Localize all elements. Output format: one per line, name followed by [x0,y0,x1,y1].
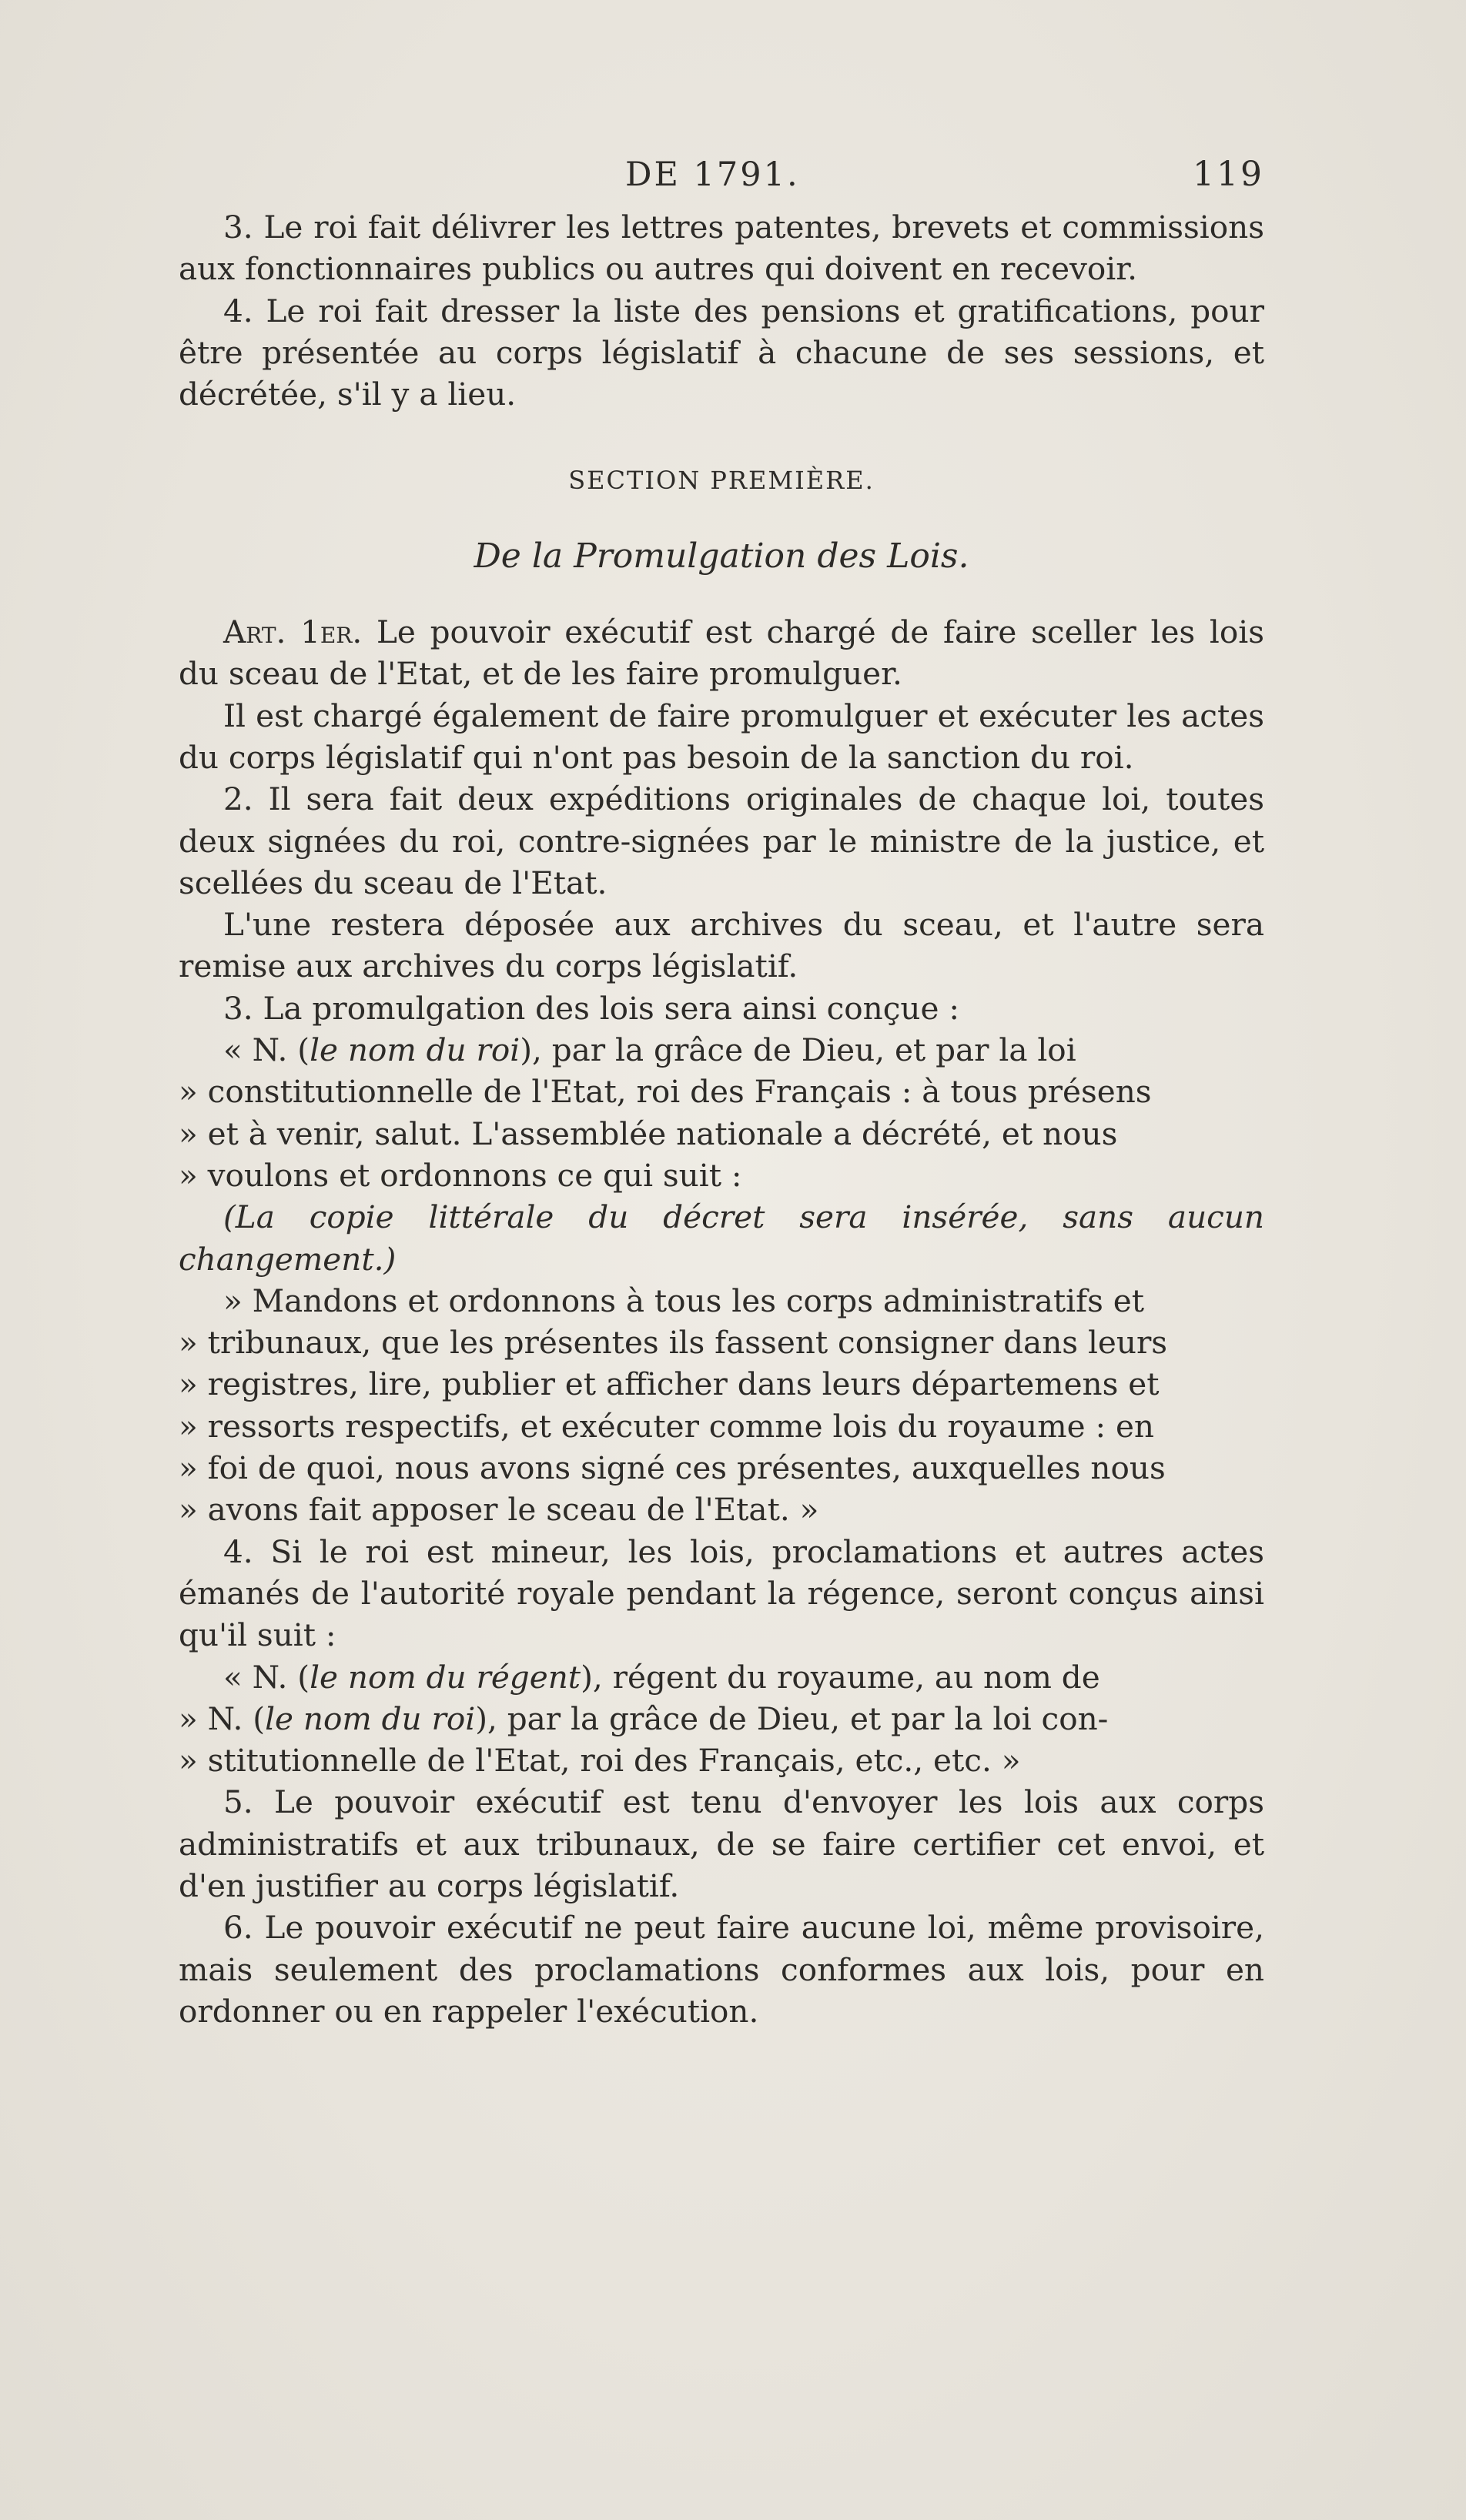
paragraph-article-4: 4. Si le roi est mineur, les lois, proclamations et autres actes émanés de l'autorité royale pendant la régence, seront conçus ainsi qu'il suit : [179,1532,1264,1654]
regency-quote-line-1 [179,1656,1264,1698]
paragraph-article-3-intro: 3. Le roi fait délivrer les lettres patentes, brevets et commissions aux fonctionnaires publics ou autres qui doivent en recevoir. [179,209,1264,288]
article-1-text: Le pouvoir exécutif est chargé de faire sceller les lois du sceau de l'Etat, et de les faire promulguer. [179,613,1264,693]
regency-quote-line-2-rest: ), par la grâce de Dieu, et par la loi con- [475,1699,1109,1737]
quote-line-4: » voulons et ordonnons ce qui suit : [179,1156,742,1194]
regent-name: le nom du régent [310,1658,581,1696]
quote-line-5: » Mandons et ordonnons à tous les corps administratifs et [223,1282,1145,1319]
regency-quote-line-1-rest: ), régent du royaume, au nom de [581,1658,1100,1696]
section-heading: SECTION PREMIÈRE. [568,466,875,496]
regency-quote-open: « N. ( [223,1658,310,1696]
regency-quote-line-2 [179,1698,1264,1740]
paragraph-article-6: 6. Le pouvoir exécutif ne peut faire aucune loi, même provisoire, mais seulement des proclamations conformes aux lois, pour en ordonner ou en rappeler l'exécution. [179,1909,1264,2030]
quote-line-6: » tribunaux, que les présentes ils fassent consigner dans leurs [179,1324,1168,1362]
paragraph-article-4-intro: 4. Le roi fait dresser la liste des pensions et gratifications, pour être présentée au corps législatif à chacune de ses sessions, et décrétée, s'il y a lieu. [179,292,1264,413]
page-header [179,154,1264,206]
quote-line-2: » constitutionnelle de l'Etat, roi des Français : à tous présens [179,1073,1152,1111]
quote-line-9: » foi de quoi, nous avons signé ces présentes, auxquelles nous [179,1449,1166,1487]
running-title: DE 1791. [625,155,800,194]
page-number: 119 [1193,155,1264,194]
paragraph-article-1 [179,611,1264,695]
quote-king-name: le nom du roi [310,1031,520,1069]
quote-line-3: » et à venir, salut. L'assemblée nationale a décrété, et nous [179,1115,1118,1152]
paragraph-article-3: 3. La promulgation des lois sera ainsi conçue : [223,989,960,1027]
quote-line-1-rest: ), par la grâce de Dieu, et par la loi [520,1031,1076,1069]
quote-line-1 [179,1029,1264,1071]
regency-quote-line-2-start: » N. ( [179,1699,266,1737]
paragraph-article-5: 5. Le pouvoir exécutif est tenu d'envoyer les lois aux corps administratifs et aux tribunaux, de se faire certifier cet envoi, et d'en justifier au corps législatif. [179,1783,1264,1904]
quote-line-7: » registres, lire, publier et afficher dans leurs départemens et [179,1365,1160,1403]
quote-line-10: » avons fait apposer le sceau de l'Etat. » [179,1491,819,1529]
paragraph-article-2: 2. Il sera fait deux expéditions originales de chaque loi, toutes deux signées du roi, contre-signées par le ministre de la justice, et scellées du sceau de l'Etat. [179,780,1264,901]
regency-quote-line-3: » stitutionnelle de l'Etat, roi des Français, etc., etc. » [179,1742,1021,1780]
article-1-label: Art. 1er. [223,613,363,651]
regency-king-name: le nom du roi [265,1699,476,1737]
paragraph-article-1-continued: Il est chargé également de faire promulguer et exécuter les actes du corps législatif qui n'ont pas besoin de la sanction du roi. [179,697,1264,776]
page-text-block [179,154,1264,2032]
decree-copy-note: (La copie littérale du décret sera insérée, sans aucun changement.) [179,1198,1264,1278]
quote-open: « N. ( [223,1031,310,1069]
quote-line-8: » ressorts respectifs, et exécuter comme lois du royaume : en [179,1407,1155,1445]
section-title: De la Promulgation des Lois. [474,536,969,576]
paragraph-article-2-continued: L'une restera déposée aux archives du sceau, et l'autre sera remise aux archives du corps législatif. [179,906,1264,985]
